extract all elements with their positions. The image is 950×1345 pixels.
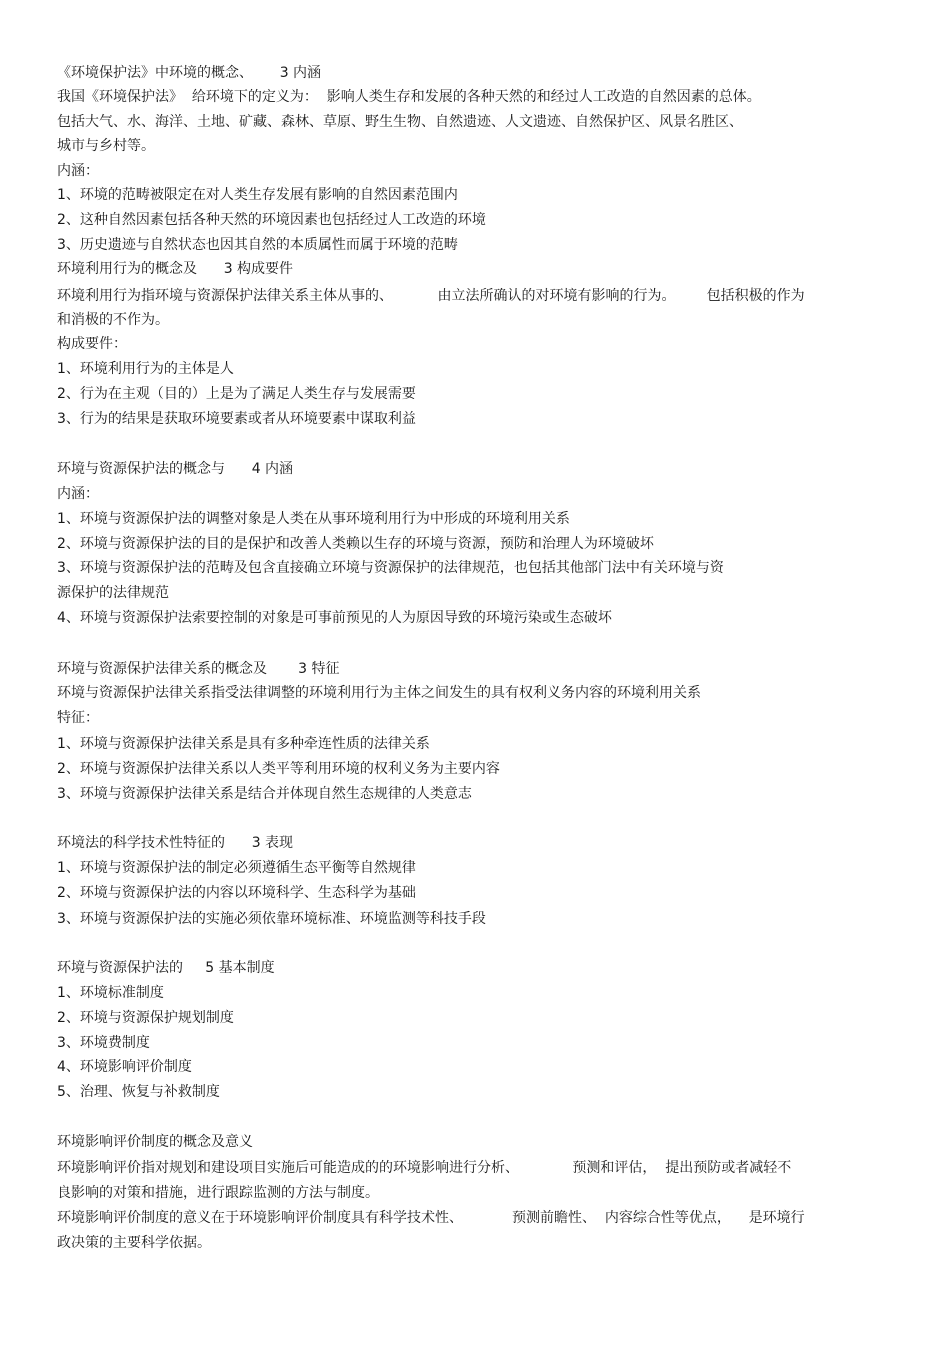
section-heading: 环境影响评价制度的概念及意义 [57,1134,253,1150]
paragraph-line: 特征： [57,710,99,726]
list-item: 3、环境与资源保护法的实施必须依靠环境标准、环境监测等科技手段 [57,911,486,927]
section-heading: 环境与资源保护法的 5 基本制度 [57,960,275,976]
list-item: 3、环境与资源保护法律关系是结合并体现自然生态规律的人类意志 [57,786,472,802]
section-heading: 环境利用行为的概念及 3 构成要件 [57,261,294,277]
list-item: 3、环境费制度 [57,1035,150,1051]
list-item: 2、环境与资源保护法的目的是保护和改善人类赖以生存的环境与资源，预防和治理人为环境破坏 [57,536,654,552]
paragraph-line: 环境影响评价指对规划和建设项目实施后可能造成的的环境影响进行分析、 预测和评估， 提出预防或者减轻不 [57,1160,792,1176]
list-item: 1、环境利用行为的主体是人 [57,361,234,377]
paragraph-line: 和消极的不作为。 [57,312,169,328]
list-item: 4、环境影响评价制度 [57,1059,192,1075]
list-item: 2、行为在主观（目的）上是为了满足人类生存与发展需要 [57,386,416,402]
section-heading: 环境与资源保护法律关系的概念及 3 特征 [57,661,340,677]
section-heading: 环境与资源保护法的概念与 4 内涵 [57,461,294,477]
paragraph-line: 良影响的对策和措施，进行跟踪监测的方法与制度。 [57,1185,379,1201]
paragraph-line: 环境与资源保护法律关系指受法律调整的环境利用行为主体之间发生的具有权利义务内容的环境利用关系 [57,685,701,701]
paragraph-line: 政决策的主要科学依据。 [57,1235,211,1251]
list-item: 2、环境与资源保护法的内容以环境科学、生态科学为基础 [57,885,416,901]
paragraph-line: 城市与乡村等。 [57,138,155,154]
list-item: 2、环境与资源保护规划制度 [57,1010,234,1026]
list-item: 1、环境与资源保护法律关系是具有多种牵连性质的法律关系 [57,736,430,752]
paragraph-line: 源保护的法律规范 [57,585,169,601]
paragraph-line: 环境利用行为指环境与资源保护法律关系主体从事的、 由立法所确认的对环境有影响的行为。 包括积极的作为 [57,288,805,304]
paragraph-line: 环境影响评价制度的意义在于环境影响评价制度具有科学技术性、 预测前瞻性、 内容综合性等优点， 是环境行 [57,1210,805,1226]
list-item: 3、历史遗迹与自然状态也因其自然的本质属性而属于环境的范畴 [57,237,458,253]
list-item: 3、环境与资源保护法的范畴及包含直接确立环境与资源保护的法律规范，也包括其他部门法中有关环境与资 [57,560,724,576]
list-item: 4、环境与资源保护法索要控制的对象是可事前预见的人为原因导致的环境污染或生态破坏 [57,610,612,626]
paragraph-line: 内涵： [57,163,99,179]
list-item: 1、环境与资源保护法的制定必须遵循生态平衡等自然规律 [57,860,416,876]
paragraph-line: 构成要件： [57,336,127,352]
section-heading: 环境法的科学技术性特征的 3 表现 [57,835,294,851]
list-item: 5、治理、恢复与补救制度 [57,1084,220,1100]
list-item: 1、环境与资源保护法的调整对象是人类在从事环境利用行为中形成的环境利用关系 [57,511,570,527]
list-item: 2、这种自然因素包括各种天然的环境因素也包括经过人工改造的环境 [57,212,486,228]
list-item: 3、行为的结果是获取环境要素或者从环境要素中谋取利益 [57,411,416,427]
list-item: 2、环境与资源保护法律关系以人类平等利用环境的权利义务为主要内容 [57,761,500,777]
paragraph-line: 包括大气、水、海洋、土地、矿藏、森林、草原、野生生物、自然遗迹、人文遗迹、自然保护区、风景名胜区、 [57,114,743,130]
paragraph-line: 我国《环境保护法》 给环境下的定义为： 影响人类生存和发展的各种天然的和经过人工改造的自然因素的总体。 [57,89,761,105]
paragraph-line: 内涵： [57,486,99,502]
list-item: 1、环境的范畴被限定在对人类生存发展有影响的自然因素范围内 [57,187,458,203]
section-heading: 《环境保护法》中环境的概念、 3 内涵 [57,65,322,81]
list-item: 1、环境标准制度 [57,985,164,1001]
